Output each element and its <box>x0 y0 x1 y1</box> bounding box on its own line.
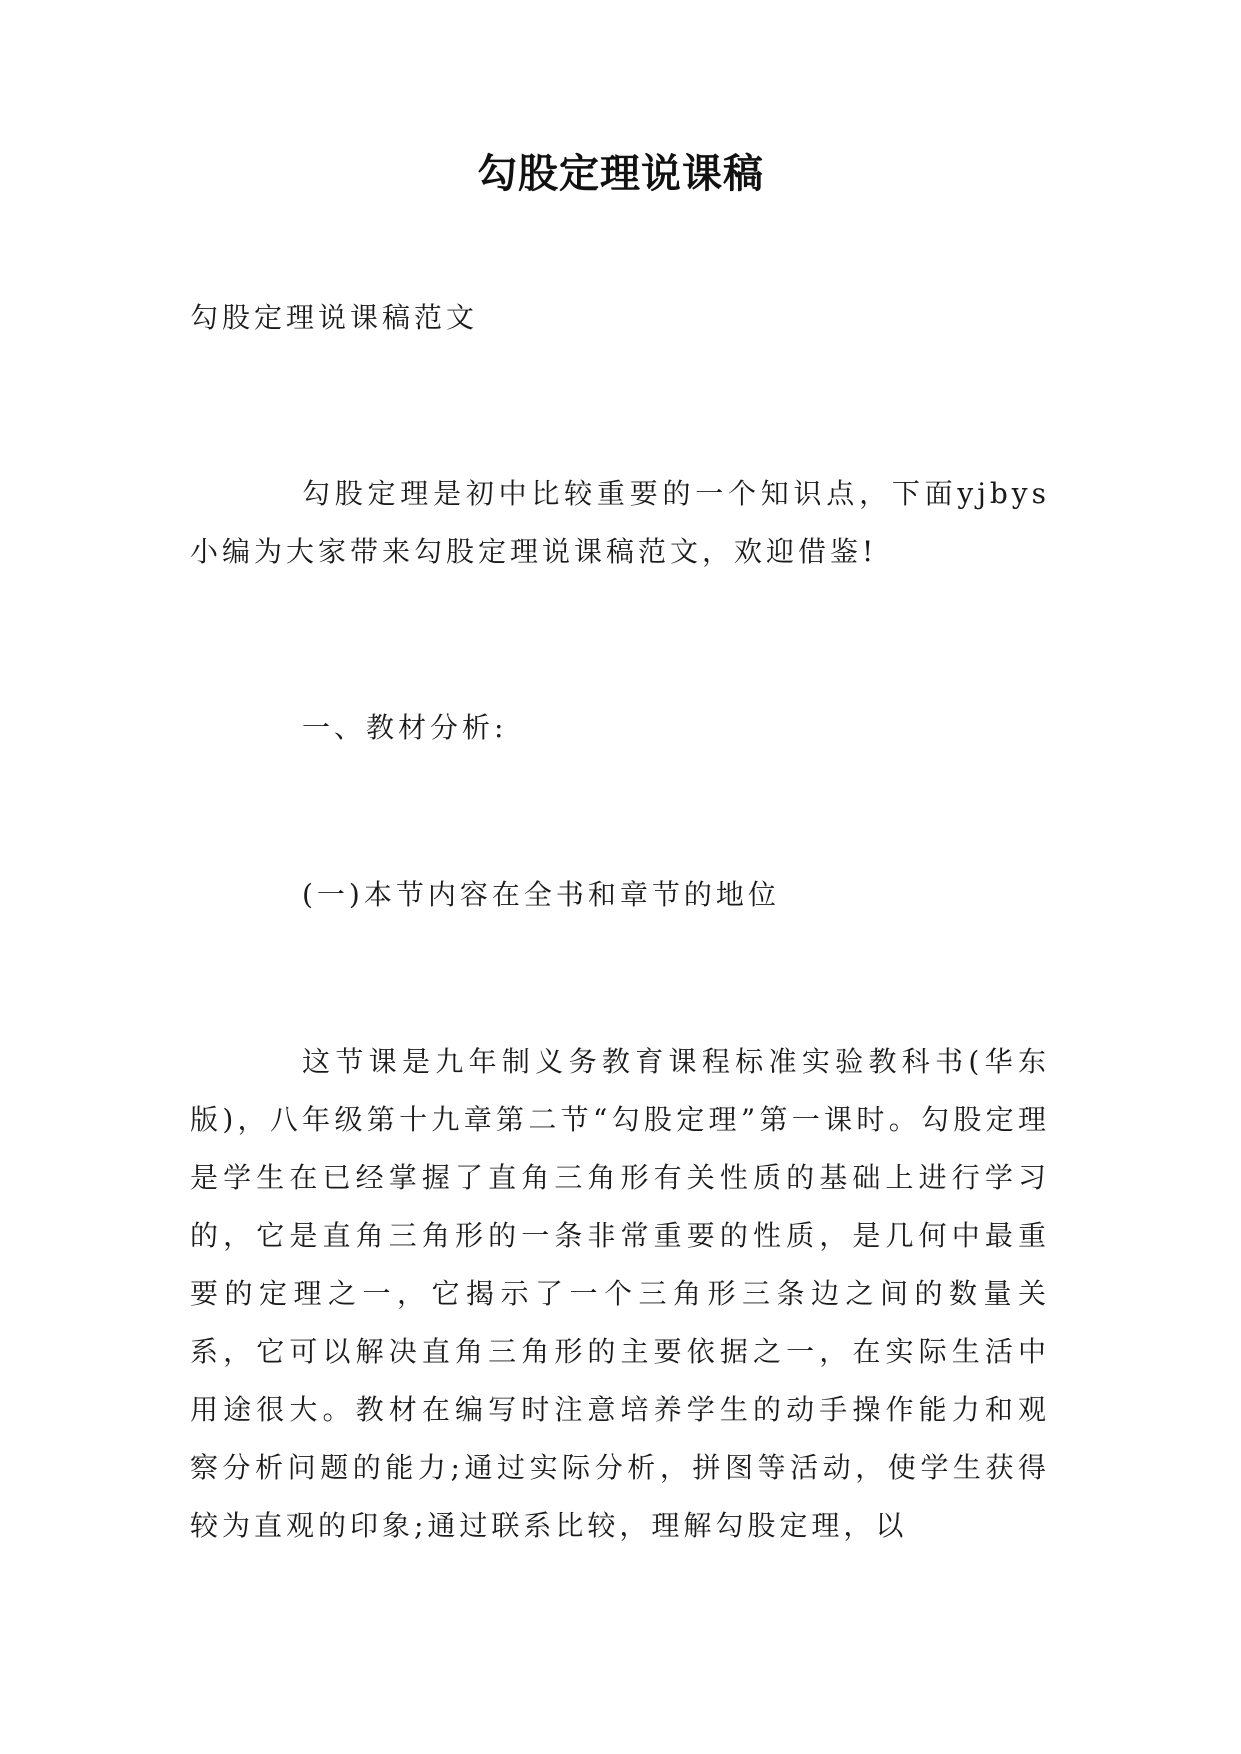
subsection-heading: (一)本节内容在全书和章节的地位 <box>302 878 780 911</box>
document-subtitle: 勾股定理说课稿范文 <box>190 301 479 334</box>
section-heading: 一、教材分析: <box>302 711 508 744</box>
intro-paragraph: 勾股定理是初中比较重要的一个知识点，下面yjbys小编为大家带来勾股定理说课稿范文，欢迎借鉴! <box>190 477 1050 568</box>
body-paragraph: 这节课是九年制义务教育课程标准实验教科书(华东版)，八年级第十九章第二节“勾股定理”第一课时。勾股定理是学生在已经掌握了直角三角形有关性质的基础上进行学习的，它是直角三角形的一条非常重要的性质，是几何中最重要的定理之一，它揭示了一个三角形三条边之间的数量关系，它可以解决直角三角形的主要依据之一，在实际生活中用途很大。教材在编写时注意培养学生的动手操作能力和观察分析问题的能力;通过实际分析，拼图等活动，使学生获得较为直观的印象;通过联系比较，理解勾股定理，以 <box>190 1045 1050 1542</box>
document-title: 勾股定理说课稿 <box>477 151 764 197</box>
